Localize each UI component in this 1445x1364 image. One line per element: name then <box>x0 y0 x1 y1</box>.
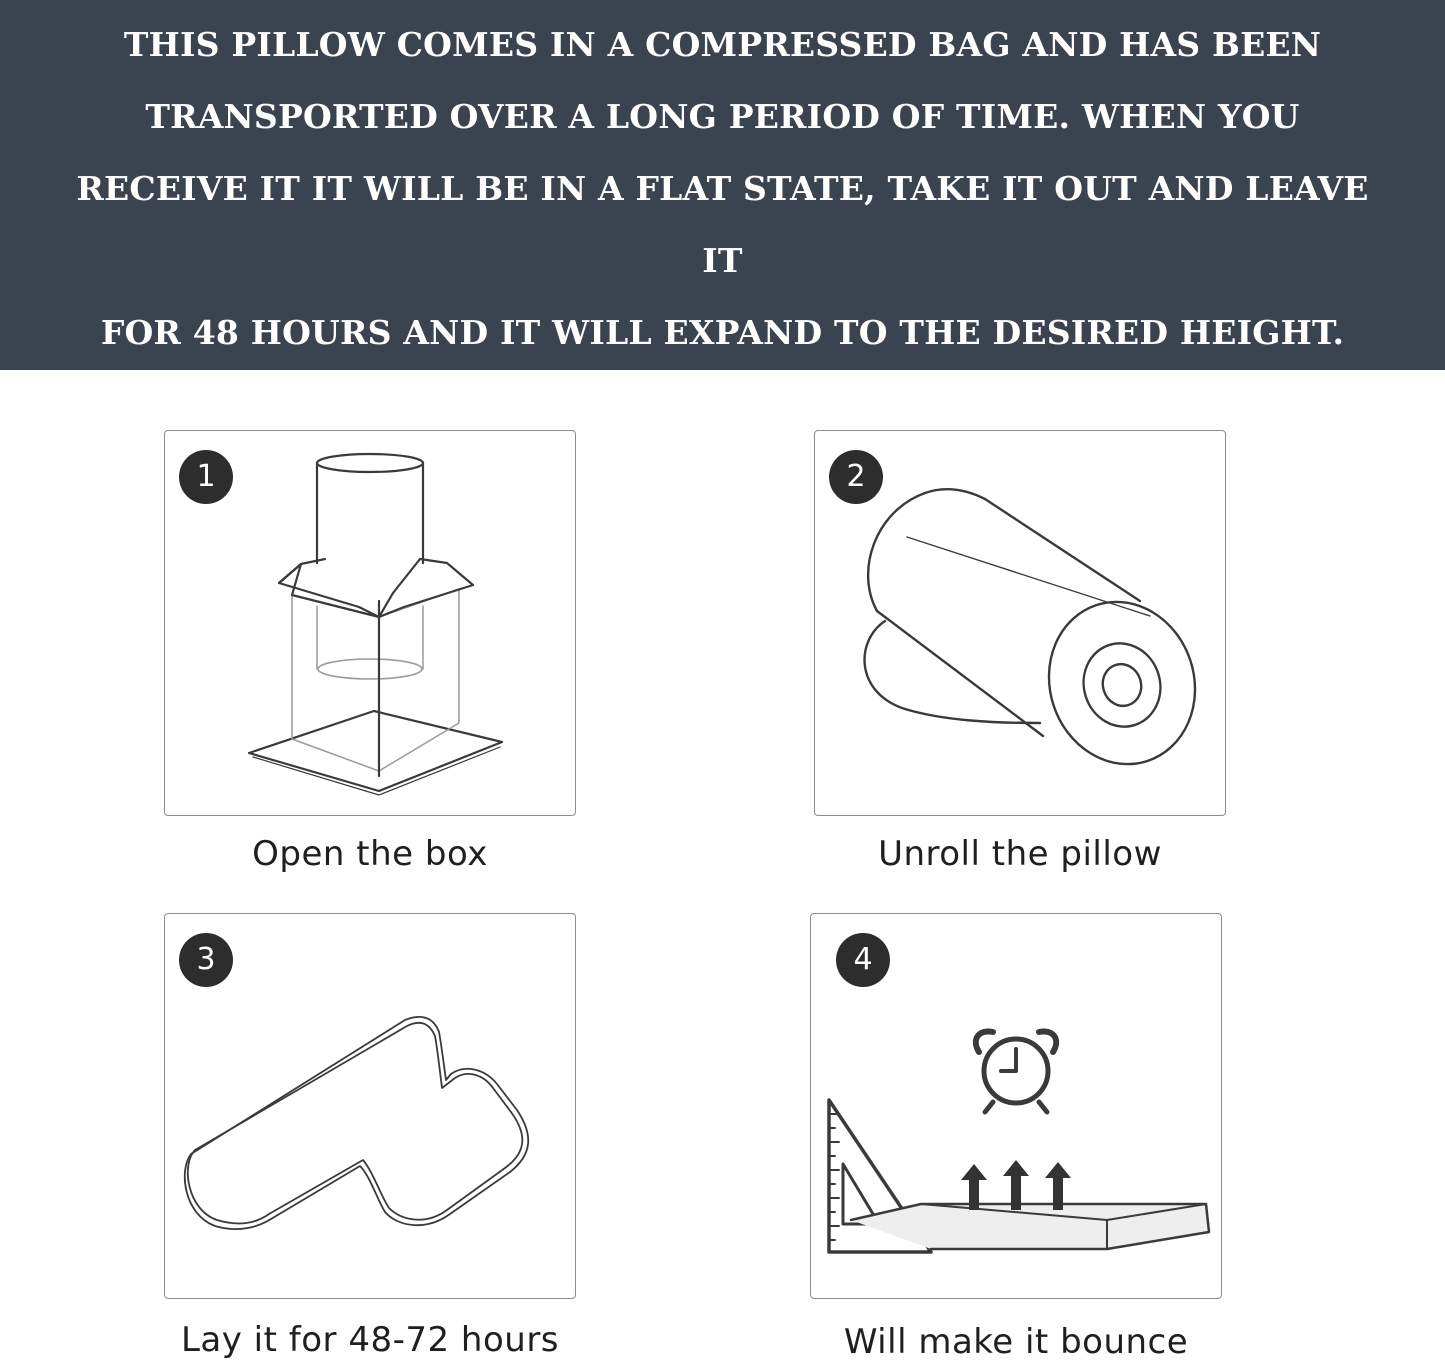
step-caption-2: Unroll the pillow <box>878 834 1162 874</box>
step-card-2 <box>814 430 1226 816</box>
step-card-1 <box>164 430 576 816</box>
banner-line: TRANSPORTED OVER A LONG PERIOD OF TIME. WHEN YOU <box>145 97 1300 136</box>
banner-text <box>58 9 1388 369</box>
banner-line: THIS PILLOW COMES IN A COMPRESSED BAG AND HAS BEEN <box>123 25 1322 64</box>
step-number-badge: 2 <box>829 450 883 504</box>
banner-line: FOR 48 HOURS AND IT WILL EXPAND TO THE DESIRED HEIGHT. <box>100 313 1345 352</box>
step-caption-3: Lay it for 48-72 hours <box>180 1320 560 1360</box>
banner-line: RECEIVE IT IT WILL BE IN A FLAT STATE, TAKE IT OUT AND LEAVE IT <box>76 169 1369 280</box>
step-caption-4: Will make it bounce <box>843 1322 1189 1362</box>
step-number-badge: 1 <box>179 450 233 504</box>
alarm-clock-icon <box>976 1031 1056 1112</box>
step-card-4 <box>810 913 1222 1299</box>
step-number-badge: 4 <box>836 933 890 987</box>
step-card-3 <box>164 913 576 1299</box>
instruction-banner <box>0 0 1445 370</box>
step-caption-1: Open the box <box>252 834 488 874</box>
step-number-badge: 3 <box>179 933 233 987</box>
